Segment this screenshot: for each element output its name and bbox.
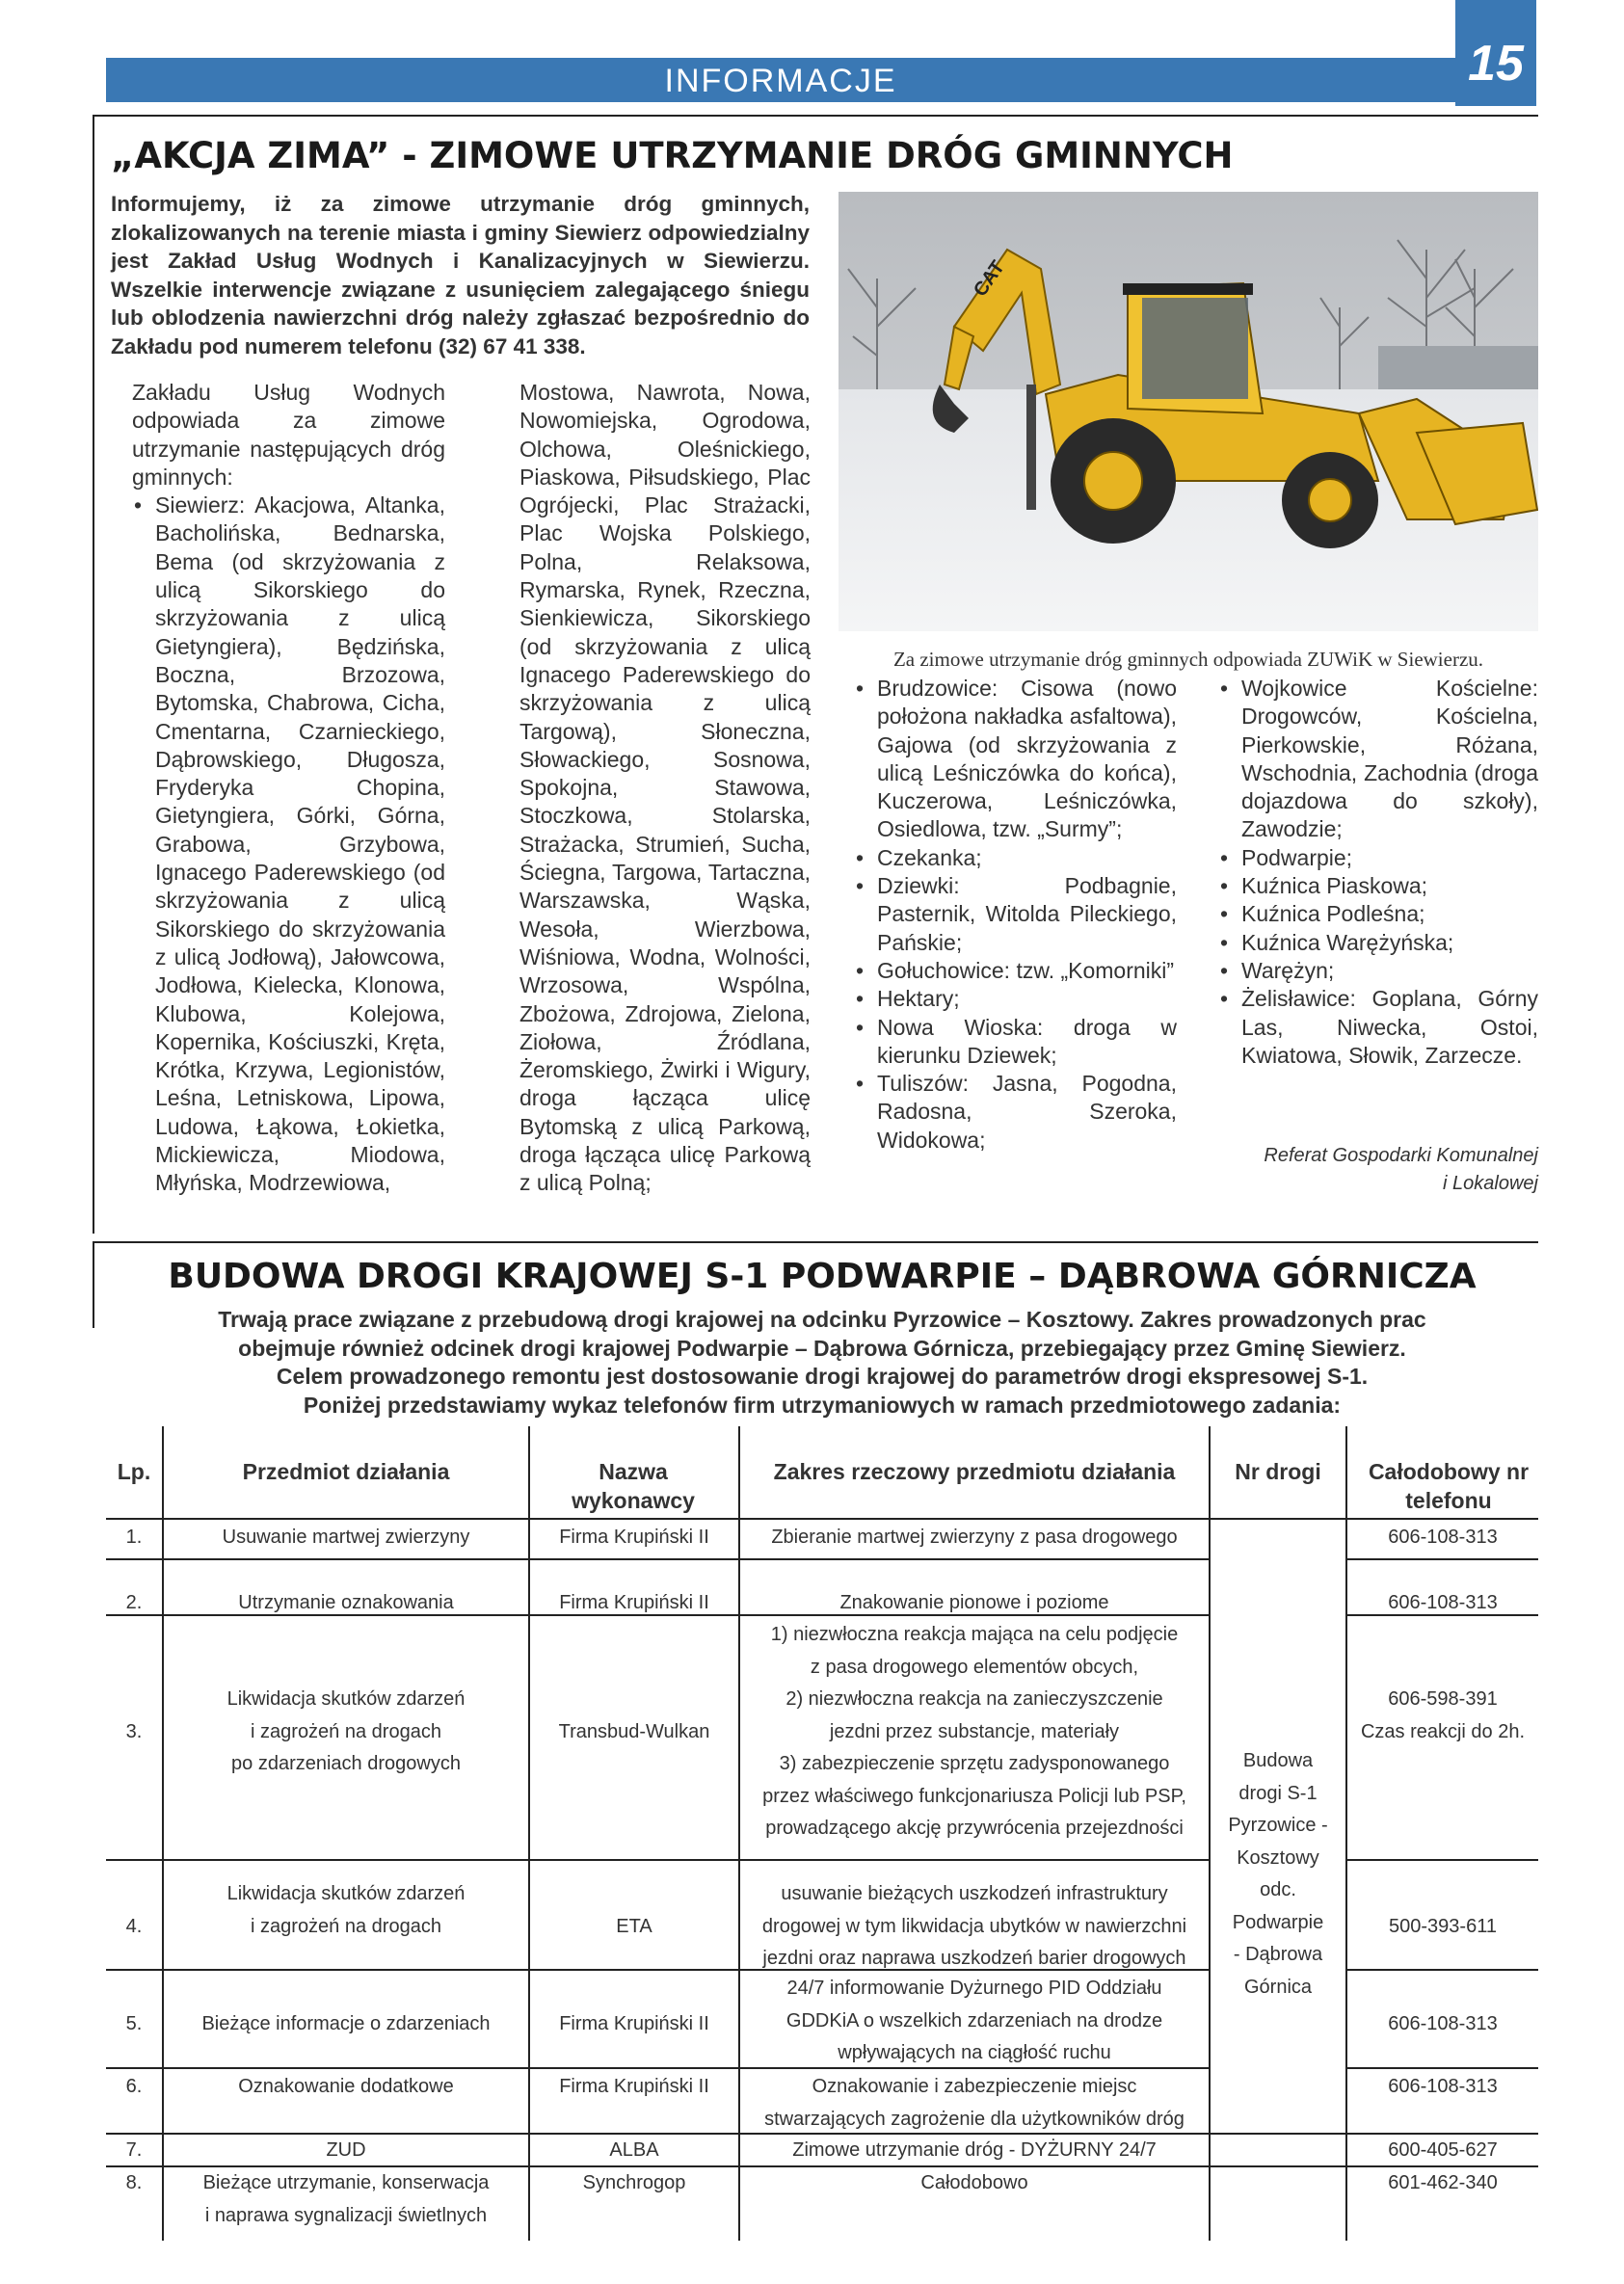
cell-subject <box>164 2167 528 2232</box>
road-line: Górnica <box>1243 1976 1313 1998</box>
road-line: Budowa <box>1242 1750 1314 1771</box>
scope-line: przez właściwego funkcjonariusza Policji lub PSP, <box>762 1785 1186 1807</box>
article1-signature <box>1224 1142 1538 1198</box>
cell-contractor: Firma Krupiński II <box>559 2013 709 2034</box>
intro-line: Trwają prace związane z przebudową drogi krajowej na odcinku Pyrzowice – Kosztowy. Zakres prowadzonych prac <box>218 1307 1426 1332</box>
list-item: • Wojkowice Kościelne: Drogowców, Kościelna, Pierkowskie, Różana, Wschodnia, Zachodnia (droga dojazdowa do szkoły), Zawodzie; <box>1218 675 1538 844</box>
list-item: • Hektary; <box>854 985 1177 1013</box>
subject-line: i naprawa sygnalizacji świetlnych <box>204 2204 488 2226</box>
cell-phone <box>1347 1684 1538 1748</box>
header-phone: Całodobowy nr telefonu <box>1368 1459 1530 1513</box>
list-item: • Podwarpie; <box>1218 844 1538 872</box>
road-line: Podwarpie <box>1232 1911 1324 1933</box>
article1-column-2 <box>519 379 811 1198</box>
cell-lp: 5. <box>125 2013 143 2034</box>
signature-line: Referat Gospodarki Komunalnej <box>1264 1145 1538 1166</box>
list-item: • Kuźnica Piaskowa; <box>1218 872 1538 900</box>
subject-line: Bieżące utrzymanie, konserwacja <box>202 2172 490 2193</box>
cell-scope <box>740 2071 1209 2136</box>
list-item: • Czekanka; <box>854 844 1177 872</box>
road-line: - Dąbrowa <box>1233 1944 1323 1965</box>
road-line: Kosztowy <box>1237 1846 1319 1869</box>
article2-intro <box>106 1306 1538 1420</box>
phone-line: 606-598-391 <box>1388 1688 1498 1710</box>
scope-line: stwarzających zagrożenie dla użytkowników dróg <box>764 2108 1185 2130</box>
cell-phone: 606-108-313 <box>1388 2013 1498 2034</box>
svg-text:CAT: CAT <box>970 256 1009 301</box>
cell-contractor: Transbud-Wulkan <box>558 1721 710 1742</box>
cell-subject <box>164 1878 528 1943</box>
cell-lp: 1. <box>125 1527 143 1548</box>
article1-column-3 <box>854 675 1177 1155</box>
table-hline <box>106 1859 1211 1861</box>
table-hline <box>1345 2067 1538 2069</box>
article1-lead: Informujemy, iż za zimowe utrzymanie dróg gminnych, zlokalizowanych na terenie miasta i gminy Siewierz odpowiedzialny jest Zakład Usług Wodnych i Kanalizacyjnych w Siewierzu. Wszelkie interwencje związane z usunięciem zalegającego śniegu lub oblodzenia nawierzchni dróg należy zgłaszać bezpośrednio do Zakładu pod numerem telefonu (32) 67 41 338. <box>111 192 810 359</box>
intro-line: Celem prowadzonego remontu jest dostosowanie drogi krajowej do parametrów drogi ekspresowej S-1. <box>276 1364 1369 1389</box>
subject-line: po zdarzeniach drogowych <box>231 1753 461 1774</box>
list-item: • Dziewki: Podbagnie, Pasternik, Witolda Pileckiego, Pańskie; <box>854 872 1177 957</box>
list-item: • Tuliszów: Jasna, Pogodna, Radosna, Szeroka, Widokowa; <box>854 1070 1177 1155</box>
cell-lp: 3. <box>125 1721 143 1742</box>
table-hline <box>106 1558 1211 1560</box>
subject-line: Likwidacja skutków zdarzeń <box>226 1688 466 1710</box>
cell-contractor: ETA <box>616 1916 652 1937</box>
subject-line: i zagrożeń na drogach <box>251 1915 441 1937</box>
cell-scope: Zbieranie martwej zwierzyny z pasa drogowego <box>771 1527 1178 1548</box>
header-road: Nr drogi <box>1235 1459 1321 1484</box>
section-title: INFORMACJE <box>664 63 897 99</box>
intro-line: Poniżej przedstawiamy wykaz telefonów firm utrzymaniowych w ramach przedmiotowego zadania: <box>303 1392 1342 1418</box>
table-hline <box>1345 1969 1538 1971</box>
header-contractor: Nazwa wykonawcy <box>572 1459 695 1513</box>
signature-line: i Lokalowej <box>1443 1173 1538 1194</box>
article2-left-rule <box>93 1241 94 1328</box>
cell-phone: 600-405-627 <box>1388 2139 1498 2161</box>
cell-phone: 606-108-313 <box>1388 2076 1498 2097</box>
cell-phone: 601-462-340 <box>1388 2172 1498 2193</box>
cell-contractor: Firma Krupiński II <box>559 1527 709 1548</box>
subject-line: Likwidacja skutków zdarzeń <box>226 1883 466 1904</box>
scope-line: GDDKiA o wszelkich zdarzeniach na drodze <box>785 2009 1163 2032</box>
table-hline <box>1345 1558 1538 1560</box>
scope-line: jezdni przez substancje, materiały <box>829 1720 1120 1742</box>
scope-line: drogowej w tym likwidacja ubytków w nawierzchni <box>761 1915 1187 1937</box>
cell-scope: Całodobowo <box>920 2172 1028 2193</box>
article2-title: BUDOWA DROGI KRAJOWEJ S-1 PODWARPIE – DĄBROWA GÓRNICZA <box>168 1257 1477 1296</box>
cell-contractor: Firma Krupiński II <box>559 2076 709 2097</box>
article1-top-rule <box>93 115 1538 117</box>
article1-title: „AKCJA ZIMA” - ZIMOWE UTRZYMANIE DRÓG GMINNYCH <box>111 135 1234 176</box>
cell-subject <box>164 1684 528 1781</box>
cell-phone: 606-108-313 <box>1388 1592 1498 1613</box>
cell-contractor: ALBA <box>609 2139 659 2161</box>
cell-subject: ZUD <box>326 2139 366 2161</box>
cell-scope: Zimowe utrzymanie dróg - DYŻURNY 24/7 <box>792 2139 1157 2161</box>
cell-scope <box>740 1619 1209 1846</box>
cell-contractor: Firma Krupiński II <box>559 1592 709 1613</box>
scope-line: 1) niezwłoczna reakcja mająca na celu podjęcie <box>770 1624 1179 1645</box>
cell-scope <box>740 1878 1209 1976</box>
scope-line: usuwanie bieżących uszkodzeń infrastruktury <box>781 1883 1168 1904</box>
intro-line: obejmuje również odcinek drogi krajowej Podwarpie – Dąbrowa Górnicza, przebiegający przez Gminę Siewierz. <box>238 1335 1406 1361</box>
list-item: • Siewierz: Akacjowa, Altanka, Bacholińska, Bednarska, Bema (od skrzyżowania z ulicą Sikorskiego do skrzyżowania z ulicą Gietyngiera), Będzińska, Boczna, Brzozowa, Bytomska, Chabrowa, Cicha, Cmentarna, Czarnieckiego, Dąbrowskiego, Długosza, Fryderyka Chopina, Gietyngiera, Górki, Górna, Grabowa, Grzybowa, Ignacego Paderewskiego (od skrzyżowania z ulicą Sikorskiego do skrzyżowania z ulicą Jodłową), Jałowcowa, Jodłowa, Kielecka, Klonowa, Klubowa, Kolejowa, Kopernika, Kościuszki, Kręta, Krótka, Krzywa, Legionistów, Leśna, Letniskowa, Lipowa, Ludowa, Łąkowa, Łokietka, Mickiewicza, Miodowa, Młyńska, Modrzewiowa, <box>132 491 445 1197</box>
cell-phone: 500-393-611 <box>1389 1916 1497 1937</box>
scope-line: 24/7 informowanie Dyżurnego PID Oddziału <box>786 1978 1162 1999</box>
cell-subject: Bieżące informacje o zdarzeniach <box>201 2013 491 2034</box>
header-lp: Lp. <box>117 1459 151 1484</box>
table-hline <box>106 1518 1538 1520</box>
list-item: • Warężyn; <box>1218 957 1538 985</box>
road-line: drogi S-1 <box>1238 1782 1318 1804</box>
cell-lp: 8. <box>125 2172 143 2193</box>
scope-line: 2) niezwłoczna reakcja na zanieczyszczenie <box>785 1688 1163 1710</box>
road-line: odc. <box>1260 1879 1296 1900</box>
photo-caption: Za zimowe utrzymanie dróg gminnych odpowiada ZUWiK w Siewierzu. <box>892 648 1484 671</box>
article1-column-1 <box>132 379 445 1198</box>
list-item: • Żelisławice: Goplana, Górny Las, Niwecka, Ostoi, Kwiatowa, Słowik, Zarzecze. <box>1218 985 1538 1070</box>
scope-line: jezdni oraz naprawa uszkodzeń barier drogowych <box>762 1948 1186 1969</box>
cell-phone: 606-108-313 <box>1388 1527 1498 1548</box>
list-item: • Kuźnica Podleśna; <box>1218 900 1538 928</box>
cell-subject: Usuwanie martwej zwierzyny <box>222 1527 470 1548</box>
list-item: • Nowa Wioska: droga w kierunku Dziewek; <box>854 1014 1177 1071</box>
cell-lp: 6. <box>125 2076 143 2097</box>
scope-line: wpływających na ciągłość ruchu <box>838 2042 1111 2063</box>
cell-scope: Znakowanie pionowe i poziome <box>839 1592 1109 1613</box>
table-hline <box>1345 1859 1538 1861</box>
scope-line: Oznakowanie i zabezpieczenie miejsc <box>812 2076 1137 2097</box>
column1-intro: Zakładu Usług Wodnych odpowiada za zimowe utrzymanie następujących dróg gminnych: <box>132 380 445 490</box>
list-item: • Gołuchowice: tzw. „Komorniki” <box>854 957 1177 985</box>
road-line: Pyrzowice - <box>1228 1815 1328 1836</box>
subject-line: i zagrożeń na drogach <box>251 1720 441 1742</box>
list-item: • Kuźnica Warężyńska; <box>1218 929 1538 957</box>
header-scope: Zakres rzeczowy przedmiotu działania <box>773 1459 1176 1484</box>
road-cell <box>1211 1745 1345 2004</box>
cell-scope <box>740 1973 1209 2070</box>
article1-column-4 <box>1218 675 1538 1070</box>
article2-top-rule <box>93 1241 1538 1243</box>
cell-lp: 2. <box>125 1592 143 1613</box>
cell-subject: Oznakowanie dodatkowe <box>238 2076 454 2097</box>
column2-text: Mostowa, Nawrota, Nowa, Nowomiejska, Ogrodowa, Olchowa, Oleśnickiego, Piaskowa, Piłsudskiego, Plac Ogrójecki, Plac Strażacki, Plac Wojska Polskiego, Polna, Relaksowa, Rymarska, Rynek, Rzeczna, Sienkiewicza, Sikorskiego (od skrzyżowania z ulicą Ignacego Paderewskiego do skrzyżowania z ulicą Targową), Słoneczna, Słowackiego, Sosnowa, Spokojna, Stawowa, Stoczkowa, Stolarska, Strażacka, Strumień, Sucha, Ściegna, Targowa, Tartaczna, Warszawska, Wąska, Wesoła, Wierzbowa, Wiśniowa, Wodna, Wolności, Wrzosowa, Wspólna, Zbożowa, Zdrojowa, Zielona, Ziołowa, Źródlana, Żeromskiego, Żwirki i Wigury, droga łącząca ulicę Bytomską z ulicą Parkową, droga łącząca ulicę Parkową z ulicą Polną; <box>519 380 811 1196</box>
article1-left-rule <box>93 116 94 1234</box>
page-number: 15 <box>1468 36 1524 92</box>
backhoe-loader-photo <box>839 192 1538 631</box>
phone-line: Czas reakcji do 2h. <box>1360 1720 1526 1742</box>
header-subject: Przedmiot działania <box>242 1459 450 1484</box>
scope-line: prowadzącego akcję przywrócenia przejezdności <box>765 1818 1184 1839</box>
list-item: • Brudzowice: Cisowa (nowo położona nakładka asfaltowa), Gajowa (od skrzyżowania z ulicą Leśniczówka do końca), Kuczerowa, Leśniczówka, Osiedlowa, tzw. „Surmy”; <box>854 675 1177 844</box>
cell-subject: Utrzymanie oznakowania <box>238 1592 454 1613</box>
cell-contractor: Synchrogop <box>582 2172 686 2193</box>
cell-lp: 7. <box>125 2139 143 2161</box>
scope-line: z pasa drogowego elementów obcych, <box>810 1656 1139 1678</box>
cell-lp: 4. <box>125 1916 143 1937</box>
scope-line: 3) zabezpieczenie sprzętu zadysponowanego <box>779 1753 1170 1774</box>
